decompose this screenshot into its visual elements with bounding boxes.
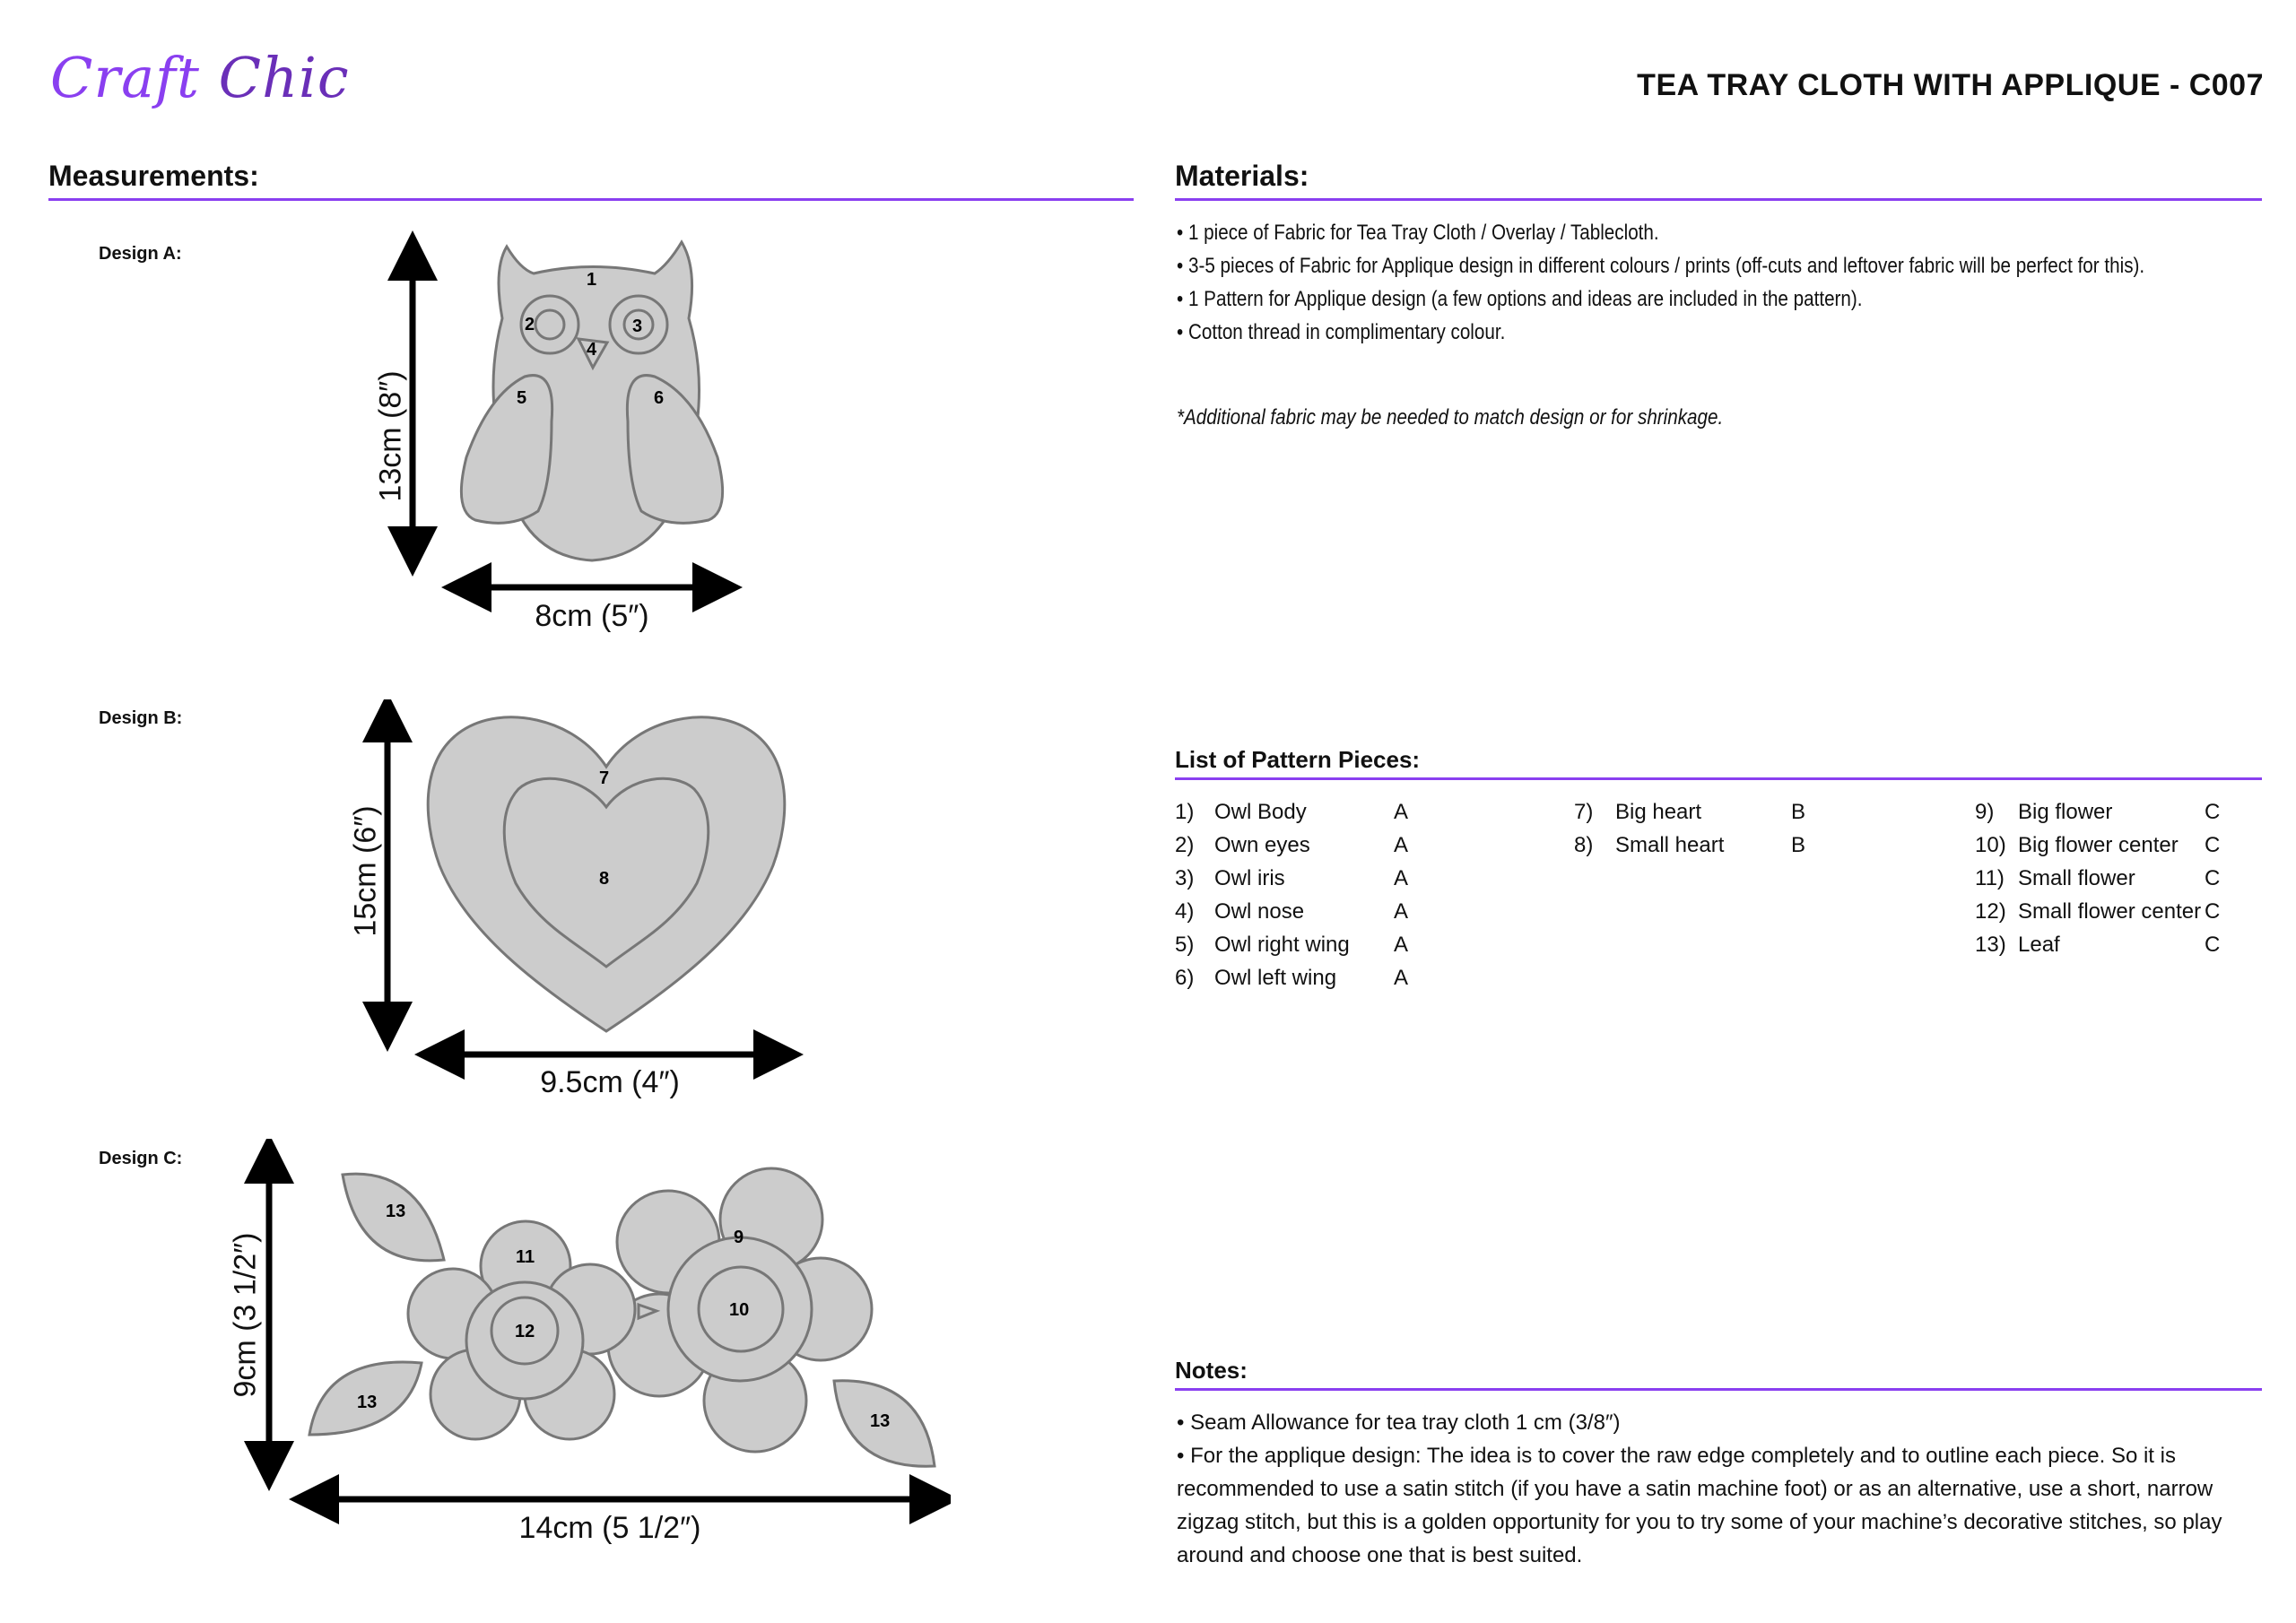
- piece-number-5: 5: [517, 388, 527, 408]
- design-b-label: Design B:: [99, 708, 183, 728]
- list-item: 12) Small flower center C: [1975, 899, 2221, 924]
- measurements-heading: Measurements:: [48, 160, 259, 192]
- materials-list: [1177, 216, 2257, 349]
- brand-logo: [50, 45, 350, 110]
- design-b-heart-diagram: [359, 699, 807, 1094]
- piece-number-11: 11: [516, 1247, 535, 1267]
- pattern-pieces-column-2: [1574, 795, 1843, 867]
- design-a-label: Design A:: [99, 244, 182, 264]
- piece-number-6: 6: [654, 388, 665, 408]
- piece-number-7: 7: [599, 768, 610, 788]
- piece-number-13-left: 13: [357, 1393, 378, 1412]
- list-item: 8) Small heart B: [1574, 833, 1806, 857]
- piece-number-13-right: 13: [870, 1411, 891, 1431]
- list-item: 4) Owl nose A: [1175, 899, 1409, 924]
- notes-list: [1177, 1406, 2253, 1572]
- brand-word-chic: Chic: [218, 45, 350, 110]
- design-a-height-label: 13cm (8″): [373, 370, 408, 502]
- list-item: 13) Leaf C: [1975, 933, 2221, 957]
- pattern-pieces-column-3: [1975, 795, 2262, 975]
- list-item: 5) Owl right wing A: [1175, 933, 1409, 957]
- list-item: 3) Owl iris A: [1175, 866, 1409, 890]
- owl-iris-left: [535, 310, 564, 339]
- piece-number-9: 9: [734, 1228, 744, 1247]
- piece-number-3: 3: [632, 317, 643, 336]
- list-item: 11) Small flower C: [1975, 866, 2221, 890]
- notes-heading: Notes:: [1175, 1357, 1248, 1384]
- list-item: 9) Big flower C: [1975, 800, 2221, 824]
- piece-number-8: 8: [599, 869, 610, 889]
- materials-item: • 3-5 pieces of Fabric for Applique design in different colours / prints (off-cuts and leftover fabric will be perfect for this).: [1177, 254, 2145, 278]
- list-item: 1) Owl Body A: [1175, 800, 1409, 824]
- design-b-width-label: 9.5cm (4″): [540, 1065, 680, 1099]
- piece-number-4: 4: [587, 340, 597, 360]
- list-item: 6) Owl left wing A: [1175, 966, 1409, 990]
- pattern-pieces-column-1: [1175, 795, 1534, 1011]
- design-c-height-label: 9cm (3 1/2″): [228, 1232, 263, 1398]
- materials-item: • 1 Pattern for Applique design (a few options and ideas are included in the pattern).: [1177, 287, 1863, 311]
- owl-right-wing: [461, 376, 552, 524]
- pattern-pieces-heading: List of Pattern Pieces:: [1175, 746, 1421, 773]
- materials-item: • 1 piece of Fabric for Tea Tray Cloth / Overlay / Tablecloth.: [1177, 221, 1659, 245]
- notes-item: • For the applique design: The idea is to cover the raw edge completely and to outline each piece. So it is recommended to use a satin stitch (if you have a satin machine foot) or as an alternative, use a short, narrow zigzag stitch, but this is a golden opportunity for you to try some of your machine’s decorative stitches, so play around and choose one that is best suited.: [1177, 1444, 2222, 1567]
- design-c-flower-diagram: [233, 1139, 951, 1533]
- brand-word-craft: Craft: [50, 45, 200, 110]
- list-item: 7) Big heart B: [1574, 800, 1806, 824]
- notes-item: • Seam Allowance for tea tray cloth 1 cm (3/8″): [1177, 1410, 1621, 1435]
- materials-heading: Materials:: [1175, 160, 1309, 192]
- list-item: 2) Own eyes A: [1175, 833, 1409, 857]
- document-title: TEA TRAY CLOTH WITH APPLIQUE - C007: [1637, 68, 2264, 102]
- design-b-height-label: 15cm (6″): [348, 805, 383, 937]
- owl-left-wing: [627, 376, 722, 524]
- measurements-rule: [48, 198, 1134, 201]
- pattern-pieces-rule: [1175, 777, 2262, 780]
- materials-rule: [1175, 198, 2262, 201]
- piece-number-10: 10: [729, 1300, 750, 1320]
- list-item: 10) Big flower center C: [1975, 833, 2221, 857]
- design-c-label: Design C:: [99, 1149, 183, 1168]
- design-c-width-label: 14cm (5 1/2″): [518, 1511, 701, 1545]
- design-a-width-label: 8cm (5″): [535, 599, 649, 633]
- notes-rule: [1175, 1388, 2262, 1391]
- piece-number-12: 12: [515, 1322, 535, 1341]
- piece-number-2: 2: [525, 315, 535, 334]
- materials-note: *Additional fabric may be needed to match design or for shrinkage.: [1177, 405, 1724, 430]
- materials-item: • Cotton thread in complimentary colour.: [1177, 320, 1506, 344]
- piece-number-13-top: 13: [386, 1202, 406, 1221]
- piece-number-1: 1: [587, 270, 597, 290]
